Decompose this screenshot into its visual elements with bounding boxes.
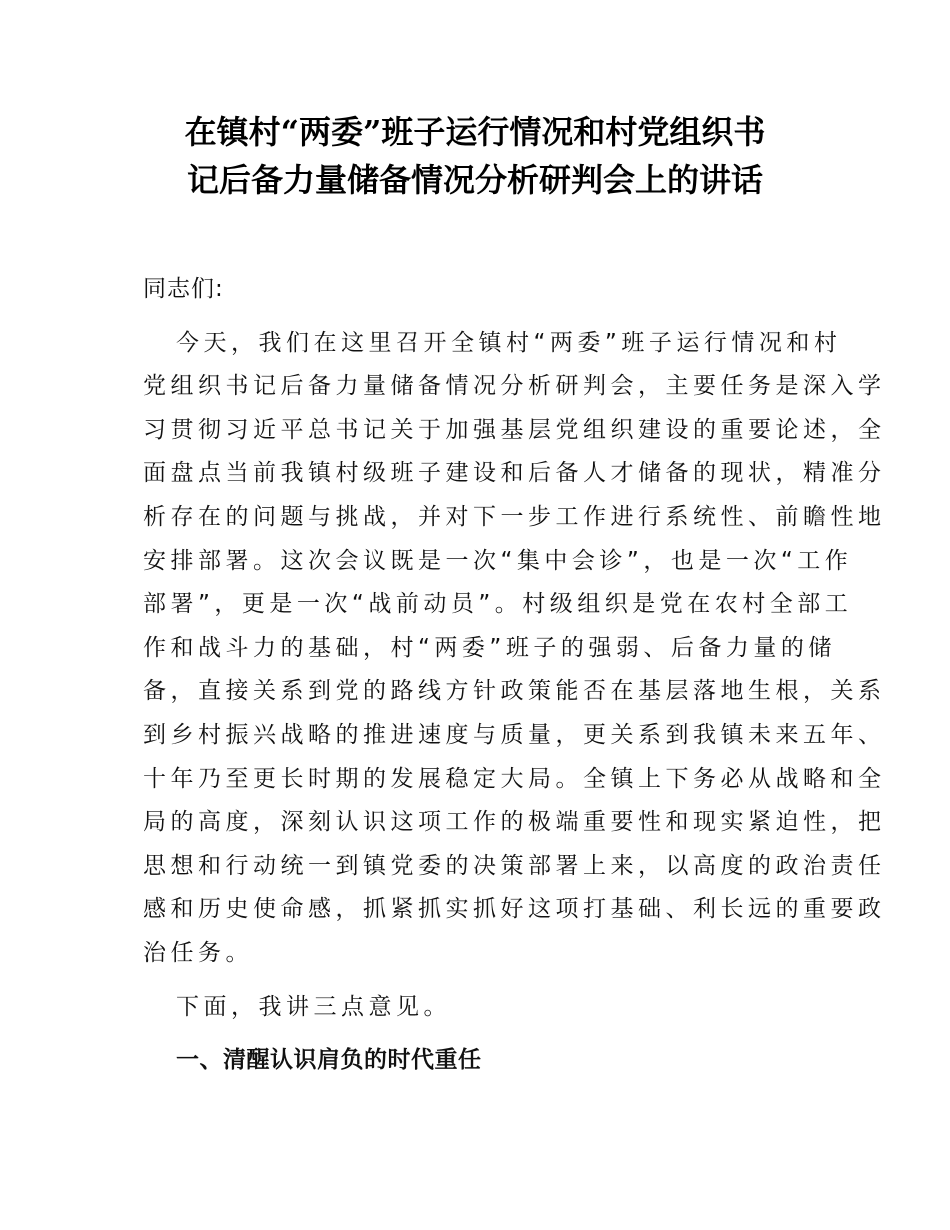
text-line: 作和战斗力的基础，村“两委”班子的强弱、后备力量的储 [143, 634, 836, 661]
title-line-1: 在镇村“两委”班子运行情况和村党组织书 [184, 113, 766, 151]
text-line: 局的高度，深刻认识这项工作的极端重要性和现实紧迫性，把 [143, 809, 886, 836]
text-line: 析存在的问题与挑战，并对下一步工作进行系统性、前瞻性地 [143, 503, 886, 530]
title-line-2: 记后备力量储备情况分析研判会上的讲话 [186, 161, 763, 199]
section-heading: 一、清醒认识肩负的时代重任 [176, 1047, 482, 1074]
text-line: 今天，我们在这里召开全镇村“两委”班子运行情况和村 [176, 329, 842, 356]
text-line: 面盘点当前我镇村级班子建设和后备人才储备的现状，精准分 [143, 460, 886, 487]
text-line: 备，直接关系到党的路线方针政策能否在基层落地生根，关系 [143, 678, 886, 705]
text-line: 感和历史使命感，抓紧抓实抓好这项打基础、利长远的重要政 [143, 896, 886, 923]
text-line: 治任务。 [143, 939, 253, 966]
text-line: 到乡村振兴战略的推进速度与质量，更关系到我镇未来五年、 [143, 721, 886, 748]
text-line: 部署”，更是一次“战前动员”。村级组织是党在农村全部工 [143, 591, 853, 618]
text-line: 下面，我讲三点意见。 [176, 993, 451, 1020]
text-line: 十年乃至更长时期的发展稳定大局。全镇上下务必从战略和全 [143, 765, 886, 792]
text-line: 习贯彻习近平总书记关于加强基层党组织建设的重要论述，全 [143, 416, 886, 443]
text-line: 安排部署。这次会议既是一次“集中会诊”，也是一次“工作 [143, 547, 853, 574]
paragraph-transition [143, 986, 811, 1030]
text-line: 党组织书记后备力量储备情况分析研判会，主要任务是深入学 [143, 373, 886, 400]
document-body [143, 268, 886, 1083]
paragraph-opening [143, 322, 886, 976]
document-title [130, 108, 820, 204]
salutation: 同志们: [143, 276, 224, 302]
text-line: 思想和行动统一到镇党委的决策部署上来，以高度的政治责任 [143, 852, 886, 879]
